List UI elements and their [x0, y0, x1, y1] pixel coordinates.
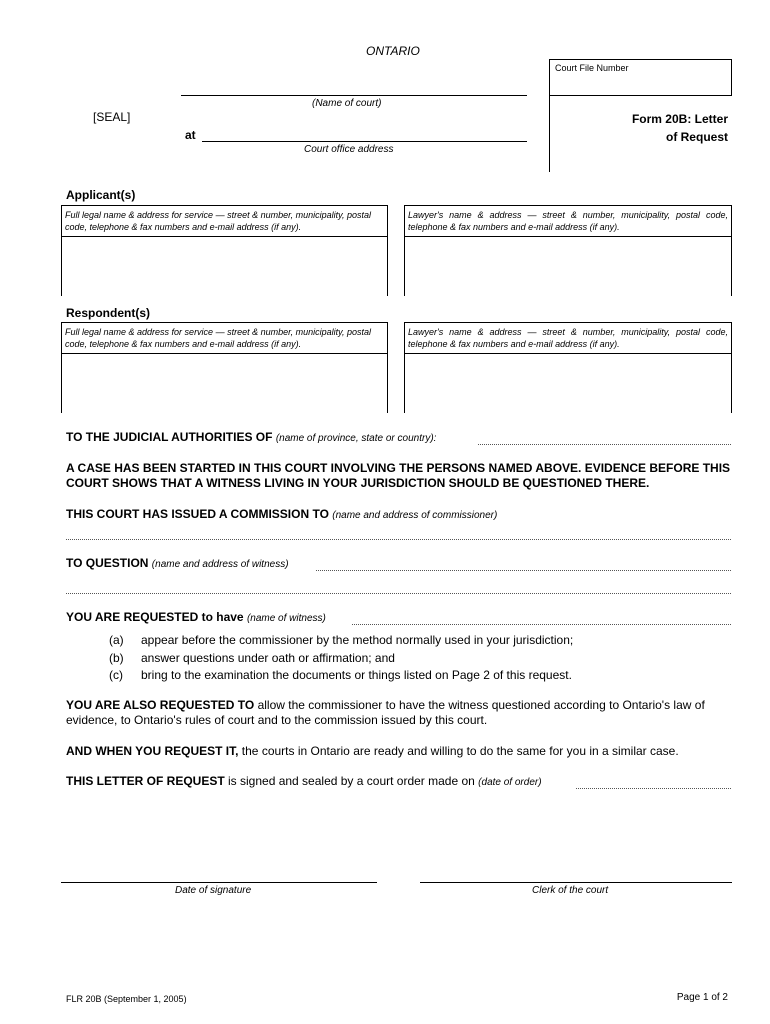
header-divider [549, 96, 550, 172]
to-question-label: TO QUESTION [66, 556, 149, 570]
court-name-line[interactable] [181, 95, 527, 96]
also-requested-paragraph [66, 698, 734, 728]
also-requested-label: YOU ARE ALSO REQUESTED TO [66, 698, 255, 712]
court-file-number-label: Court File Number [555, 63, 629, 73]
page-number: Page 1 of 2 [676, 992, 728, 1003]
jurisdiction-title: ONTARIO [366, 44, 420, 58]
court-address-caption: Court office address [304, 144, 394, 155]
item-c-text: bring to the examination the documents or things listed on Page 2 of this request. [141, 668, 572, 682]
date-of-signature-caption: Date of signature [175, 885, 252, 896]
when-request-label: AND WHEN YOU REQUEST IT, [66, 744, 239, 758]
to-question-hint: (name and address of witness) [151, 559, 289, 570]
commission-label: THIS COURT HAS ISSUED A COMMISSION TO [66, 507, 329, 521]
court-name-caption: (Name of court) [312, 98, 382, 109]
item-a-letter: (a) [109, 633, 124, 647]
item-c-letter: (c) [109, 668, 123, 682]
applicant-lawyer-divider [404, 236, 732, 237]
date-of-signature-line[interactable] [61, 882, 377, 883]
respondents-heading: Respondent(s) [66, 306, 150, 320]
commissioner-field[interactable] [66, 539, 731, 540]
clerk-signature-line[interactable] [420, 882, 732, 883]
to-authorities-label: TO THE JUDICIAL AUTHORITIES OF [66, 430, 273, 444]
letter-of-request-label: THIS LETTER OF REQUEST [66, 774, 225, 788]
requested-label: YOU ARE REQUESTED to have [66, 610, 244, 624]
commission-hint: (name and address of commissioner) [332, 510, 498, 521]
item-b-letter: (b) [109, 651, 124, 665]
respondent-info-caption: Full legal name & address for service — street & number, municipality, postal code, telephone & fax numbers and e-mail address (if any). [65, 327, 371, 349]
applicant-info-caption: Full legal name & address for service — street & number, municipality, postal code, telephone & fax numbers and e-mail address (if any). [65, 210, 371, 232]
when-request-paragraph [66, 744, 734, 759]
to-question-line [66, 556, 289, 570]
at-label: at [185, 128, 196, 142]
court-address-line[interactable] [202, 141, 527, 142]
letter-of-request-text: is signed and sealed by a court order made on [224, 774, 479, 788]
item-a-text: appear before the commissioner by the method normally used in your jurisdiction; [141, 633, 574, 647]
letter-of-request-line [66, 774, 542, 788]
witness-field-2[interactable] [66, 593, 731, 594]
seal-placeholder: [SEAL] [93, 110, 131, 124]
form-id: FLR 20B (September 1, 2005) [66, 994, 187, 1004]
to-authorities-hint: (name of province, state or country): [275, 433, 437, 444]
item-b-text: answer questions under oath or affirmation; and [141, 651, 395, 665]
applicant-lawyer-caption: Lawyer's name & address — street & number, municipality, postal code, telephone & fax numbers and e-mail address (if any). [408, 210, 728, 232]
form-title-line1: Form 20B: Letter [631, 112, 728, 126]
commission-line [66, 507, 497, 521]
applicant-info-divider [61, 236, 388, 237]
date-of-order-field[interactable] [576, 788, 731, 789]
case-started-paragraph: A CASE HAS BEEN STARTED IN THIS COURT INVOLVING THE PERSONS NAMED ABOVE. EVIDENCE BEFORE THIS COURT SHOWS THAT A WITNESS LIVING IN YOUR JURISDICTION SHOULD BE QUESTIONED THERE. [66, 461, 731, 490]
respondent-lawyer-caption: Lawyer's name & address — street & number, municipality, postal code, telephone & fax numbers and e-mail address (if any). [408, 327, 728, 349]
authorities-field[interactable] [478, 444, 731, 445]
requested-hint: (name of witness) [246, 613, 326, 624]
requested-line [66, 610, 326, 624]
date-of-order-hint: (date of order) [478, 777, 542, 788]
also-requested-text: allow the commissioner to have the witness questioned according to Ontario's law of evidence, to Ontario's rules of court and to the commission issued by this court. [66, 698, 705, 727]
form-title-line2: of Request [665, 130, 728, 144]
respondent-lawyer-divider [404, 353, 732, 354]
when-request-text: the courts in Ontario are ready and willing to do the same for you in a similar case. [238, 744, 679, 758]
clerk-caption: Clerk of the court [532, 885, 609, 896]
applicants-heading: Applicant(s) [66, 188, 136, 202]
witness-name-field[interactable] [352, 624, 731, 625]
respondent-info-divider [61, 353, 388, 354]
witness-field-1[interactable] [316, 570, 731, 571]
to-authorities [66, 430, 436, 444]
